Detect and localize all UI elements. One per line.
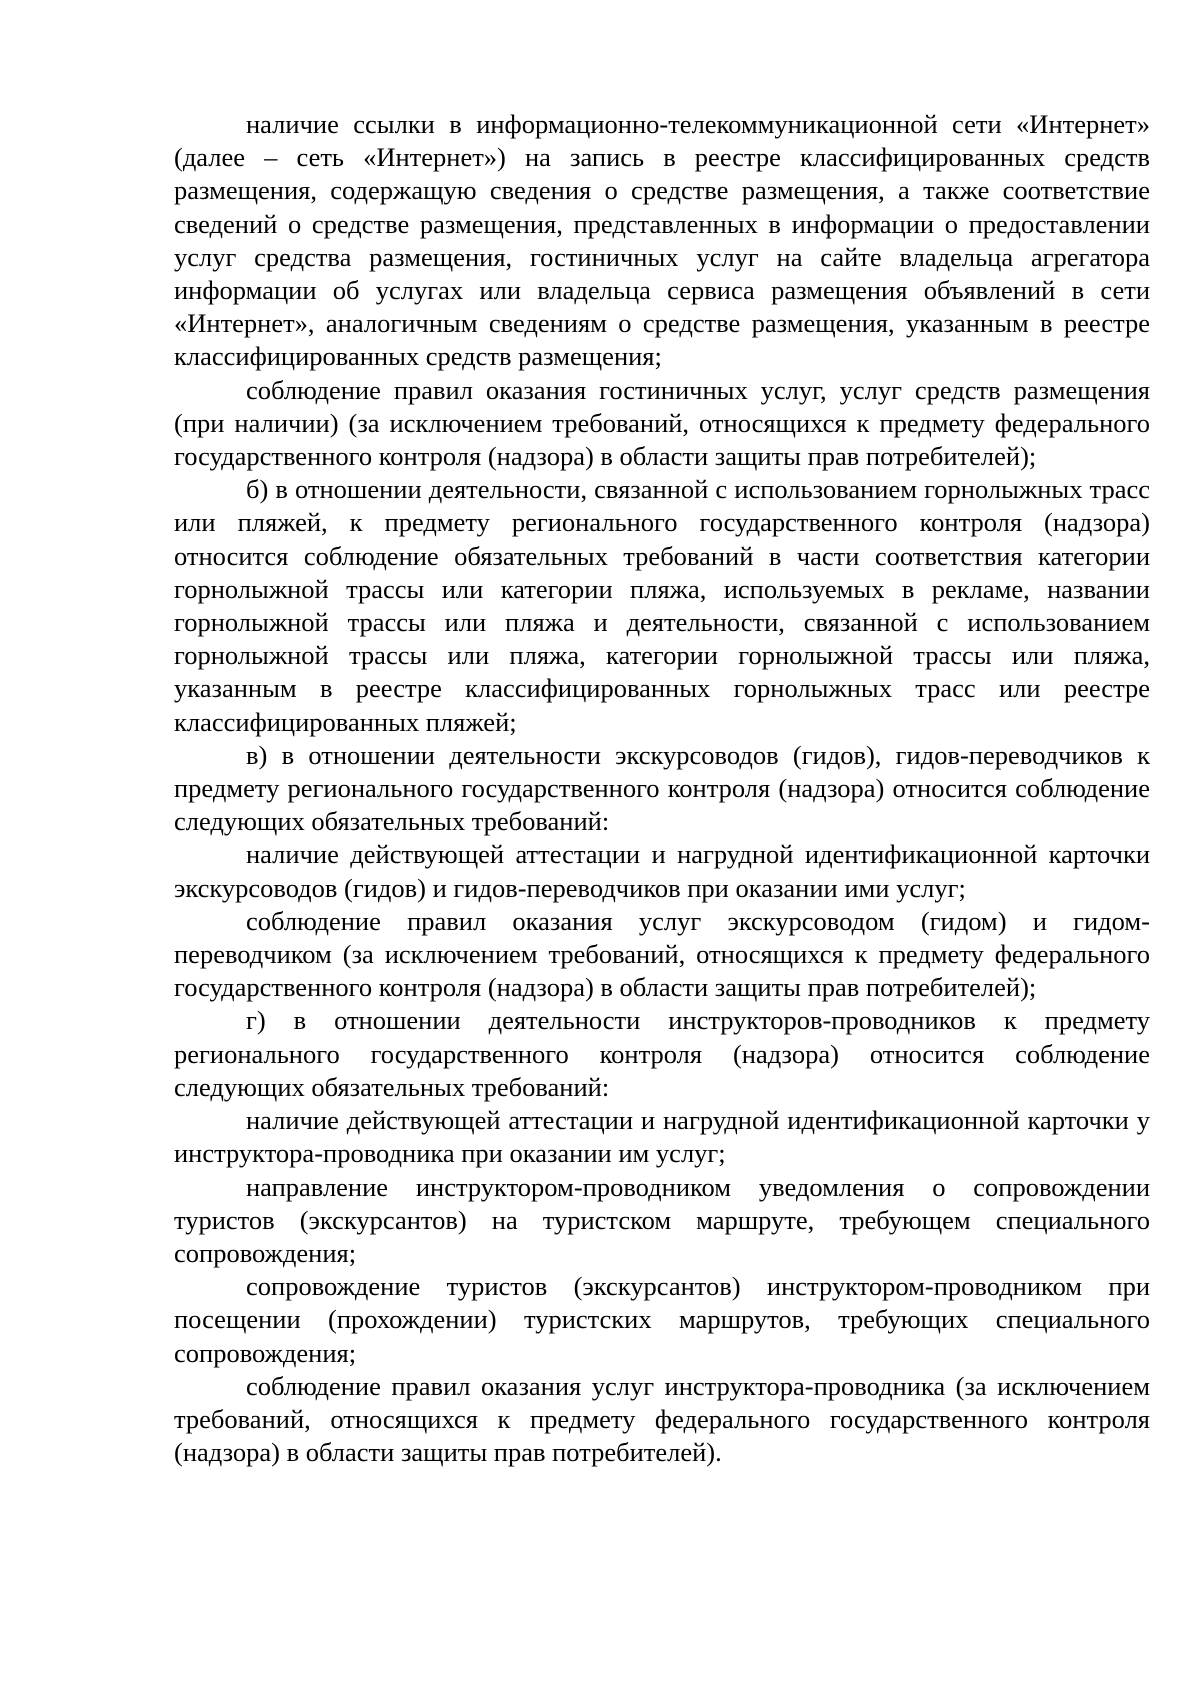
paragraph-hotel-service-rules: соблюдение правил оказания гостиничных услуг, услуг средств размещения (при наличии) (за исключением требований, относящихся к предмету федерального государственного контроля (надзора) в области защиты прав потребителей); — [174, 374, 1150, 472]
paragraph-instructors-accompaniment: сопровождение туристов (экскурсантов) инструктором-проводником при посещении (прохождении) туристских маршрутов, требующих специального сопровождения; — [174, 1271, 1150, 1368]
paragraph-instructors-intro: г) в отношении деятельности инструкторов-проводников к предмету регионального государственного контроля (надзора) относится соблюдение следующих обязательных требований: — [174, 1005, 1150, 1102]
paragraph-ski-trails-beaches: б) в отношении деятельности, связанной с использованием горнолыжных трасс или пляжей, к предмету регионального государственного контроля (надзора) относится соблюдение обязательных требований в части соответствия категории горнолыжной трассы или категории пляжа, используемых в рекламе, названии горнолыжной трассы или пляжа и деятельности, связанной с использованием горнолыжной трассы или пляжа, категории горнолыжной трассы или пляжа, указанным в реестре классифицированных горнолыжных трасс или реестре классифицированных пляжей; — [174, 474, 1150, 737]
paragraph-instructors-attestation: наличие действующей аттестации и нагрудной идентификационной карточки у инструктора-проводника при оказании им услуг; — [174, 1105, 1150, 1169]
paragraph-instructors-service-rules: соблюдение правил оказания услуг инструктора-проводника (за исключением требований, относящихся к предмету федерального государственного контроля (надзора) в области защиты прав потребителей). — [174, 1370, 1150, 1468]
document-page — [174, 108, 1150, 1469]
paragraph-hotel-listing-link: наличие ссылки в информационно-телекоммуникационной сети «Интернет» (далее – сеть «Интернет») на запись в реестре классифицированных средств размещения, содержащую сведения о средстве размещения, а также соответствие сведений о средстве размещения, представленных в информации о предоставлении услуг средства размещения, гостиничных услуг на сайте владельца агрегатора информации об услугах или владельца сервиса размещения объявлений в сети «Интернет», аналогичным сведениям о средстве размещения, указанным в реестре классифицированных средств размещения; — [174, 109, 1150, 372]
paragraph-guides-intro: в) в отношении деятельности экскурсоводов (гидов), гидов-переводчиков к предмету регионального государственного контроля (надзора) относится соблюдение следующих обязательных требований: — [174, 739, 1150, 837]
paragraph-instructors-notification: направление инструктором-проводником уведомления о сопровождении туристов (экскурсантов) на туристском маршруте, требующем специального сопровождения; — [174, 1171, 1150, 1268]
paragraph-guides-service-rules: соблюдение правил оказания услуг экскурсоводом (гидом) и гидом-переводчиком (за исключением требований, относящихся к предмету федерального государственного контроля (надзора) в области защиты прав потребителей); — [174, 905, 1150, 1003]
paragraph-guides-attestation: наличие действующей аттестации и нагрудной идентификационной карточки экскурсоводов (гидов) и гидов-переводчиков при оказании ими услуг; — [174, 839, 1150, 903]
